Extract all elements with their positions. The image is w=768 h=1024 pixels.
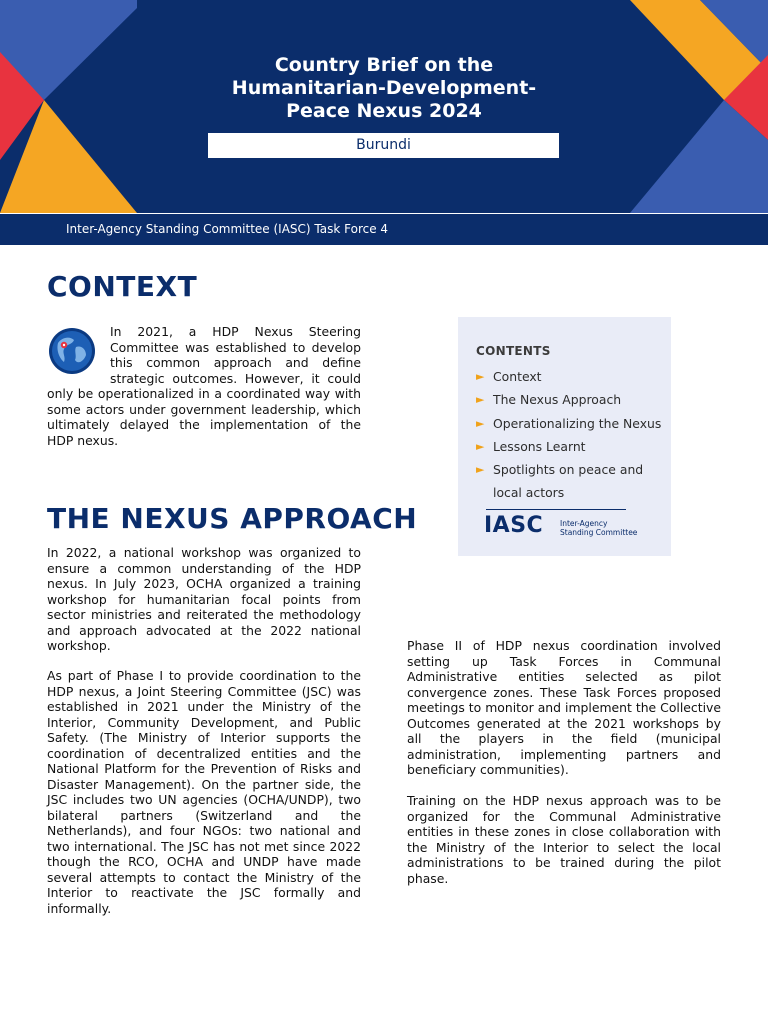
nexus-paragraph-1: In 2022, a national workshop was organized to ensure a common understanding of the HDP nexus. In July 2023, OCHA organized a training workshop for humanitarian focal points from sector ministries and reiterated the methodology and approach advocated at the 2022 national workshop. bbox=[47, 545, 361, 653]
context-line: HDP nexus. bbox=[47, 432, 119, 448]
nexus-paragraph-2: As part of Phase I to provide coordination to the HDP nexus, a Joint Steering Committee (JSC) was established in 2021 under the Ministry of the Interior, Community Development, and Public Safety. (The Ministry of Interior supports the coordination of decentralized entities and the National Platform for the Prevention of Risks and Disaster Management). On the partner side, the JSC includes two UN agencies (OCHA/UNDP), two bilateral partners (Switzerland and the Netherlands), and four NGOs: two national and two international. The JSC has not met since 2022 though the RCO, OCHA and UNDP have made several attempts to contact the Ministry of the Interior to reactivate the JSC formally and informally. bbox=[47, 668, 361, 916]
iasc-logo-subtitle-line: Inter-Agency bbox=[560, 519, 608, 528]
contents-item-label: Operationalizing the Nexus bbox=[493, 415, 662, 431]
iasc-logo-subtitle-line: Standing Committee bbox=[560, 528, 638, 537]
cover-banner bbox=[0, 0, 768, 213]
globe-icon bbox=[48, 327, 96, 375]
context-line: this common approach and define bbox=[110, 355, 361, 370]
document-title bbox=[184, 54, 584, 123]
context-line: some actors under government leadership, which bbox=[47, 401, 361, 417]
contents-box bbox=[458, 317, 671, 556]
contents-item-label: Spotlights on peace and local actors bbox=[493, 462, 644, 501]
contents-item-nexus-approach[interactable] bbox=[476, 388, 671, 411]
contents-item-lessons-learnt[interactable] bbox=[476, 435, 671, 458]
triangle-right-icon: ► bbox=[476, 393, 485, 407]
context-line: only be operationalized in a coordinated way with bbox=[47, 386, 361, 401]
country-label: Burundi bbox=[208, 133, 559, 158]
contents-item-spotlights[interactable] bbox=[476, 458, 671, 505]
organization-name: Inter-Agency Standing Committee (IASC) Task Force 4 bbox=[66, 222, 389, 236]
triangle-right-icon: ► bbox=[476, 416, 485, 430]
triangle-right-icon: ► bbox=[476, 439, 485, 453]
context-heading: CONTEXT bbox=[47, 270, 198, 303]
context-line: In 2021, a HDP Nexus Steering bbox=[110, 324, 361, 339]
contents-list bbox=[476, 365, 671, 505]
context-line: Committee was established to develop bbox=[110, 339, 361, 355]
nexus-paragraph-4: Training on the HDP nexus approach was to be organized for the Communal Administrative entities in these zones in close collaboration with the Ministry of the Interior to select the local administrations to be trained during the pilot phase. bbox=[407, 793, 721, 886]
iasc-logo-subtitle bbox=[560, 519, 637, 537]
title-line-1: Country Brief on the bbox=[274, 54, 494, 76]
title-line-3: Peace Nexus 2024 bbox=[286, 100, 482, 122]
title-line-2: Humanitarian-Development- bbox=[231, 77, 537, 99]
triangle-right-icon: ► bbox=[476, 463, 485, 477]
contents-item-label: Lessons Learnt bbox=[493, 438, 586, 454]
contents-item-label: Context bbox=[493, 369, 542, 384]
context-line: strategic outcomes. However, it could bbox=[110, 370, 361, 386]
context-line: ultimately delayed the implementation of the bbox=[47, 417, 361, 432]
contents-item-context[interactable] bbox=[476, 365, 671, 388]
iasc-logo-word: IASC bbox=[484, 513, 544, 538]
nexus-approach-heading: THE NEXUS APPROACH bbox=[47, 502, 418, 535]
contents-item-label: The Nexus Approach bbox=[493, 392, 622, 408]
triangle-right-icon: ► bbox=[476, 370, 485, 383]
organization-bar bbox=[0, 214, 768, 245]
contents-heading: CONTENTS bbox=[476, 344, 551, 358]
contents-item-operationalizing[interactable] bbox=[476, 412, 671, 435]
contents-divider bbox=[486, 509, 626, 510]
nexus-paragraph-3: Phase II of HDP nexus coordination involved setting up Task Forces in Communal Administrative entities selected as pilot convergence zones. These Task Forces proposed meetings to monitor and implement the Collective Outcomes generated at the 2021 workshops by all the players in the field (municipal administration, implementing partners and beneficiary communities). bbox=[407, 638, 721, 777]
